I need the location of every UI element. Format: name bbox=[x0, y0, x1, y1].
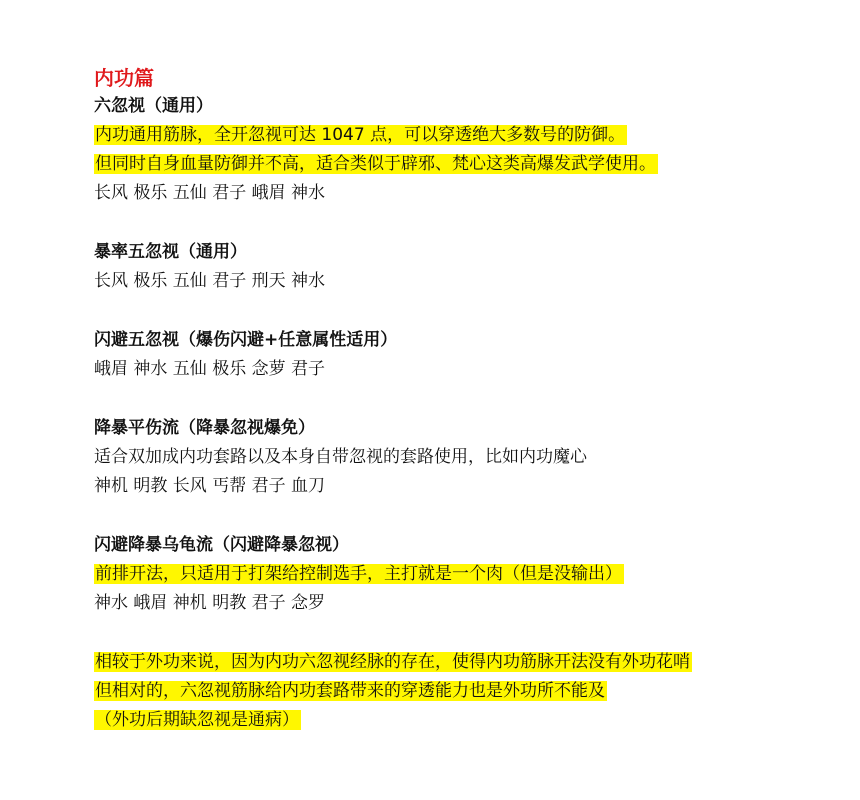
sect-list: 峨眉 神水 五仙 极乐 念萝 君子 bbox=[94, 359, 326, 379]
sect-list: 神水 峨眉 神机 明教 君子 念罗 bbox=[94, 593, 326, 613]
section-heading: 降暴平伤流（降暴忽视爆免） bbox=[94, 418, 315, 438]
section-turtle-build bbox=[94, 531, 834, 618]
conclusion bbox=[94, 648, 834, 735]
section-heading: 六忽视（通用） bbox=[94, 96, 213, 116]
section-crit-five-ignore bbox=[94, 238, 834, 296]
section-description: 适合双加成内功套路以及本身自带忽视的套路使用，比如内功魔心 bbox=[94, 447, 587, 467]
section-dodge-five-ignore bbox=[94, 326, 834, 384]
section-lower-crit-flat bbox=[94, 414, 834, 501]
section-six-ignore bbox=[94, 92, 834, 208]
document-page bbox=[94, 64, 834, 735]
highlighted-text: 相较于外功来说，因为内功六忽视经脉的存在，使得内功筋脉开法没有外功花哨 bbox=[95, 652, 690, 672]
highlighted-text: （外功后期缺忽视是通病） bbox=[95, 710, 299, 730]
sect-list: 长风 极乐 五仙 君子 刑天 神水 bbox=[94, 271, 326, 291]
highlighted-text: 内功通用筋脉，全开忽视可达 1047 点，可以穿透绝大多数号的防御。 bbox=[95, 125, 626, 145]
highlighted-text: 但同时自身血量防御并不高，适合类似于辟邪、梵心这类高爆发武学使用。 bbox=[95, 154, 656, 174]
page-title: 内功篇 bbox=[94, 66, 154, 90]
section-heading: 闪避降暴乌龟流（闪避降暴忽视） bbox=[94, 535, 349, 555]
highlighted-text: 但相对的，六忽视筋脉给内功套路带来的穿透能力也是外功所不能及 bbox=[95, 681, 605, 701]
section-heading: 暴率五忽视（通用） bbox=[94, 242, 247, 262]
sect-list: 长风 极乐 五仙 君子 峨眉 神水 bbox=[94, 183, 326, 203]
section-heading: 闪避五忽视（爆伤闪避+任意属性适用） bbox=[94, 330, 398, 350]
sect-list: 神机 明教 长风 丐帮 君子 血刀 bbox=[94, 476, 326, 496]
highlighted-text: 前排开法，只适用于打架给控制选手，主打就是一个肉（但是没输出） bbox=[95, 564, 622, 584]
